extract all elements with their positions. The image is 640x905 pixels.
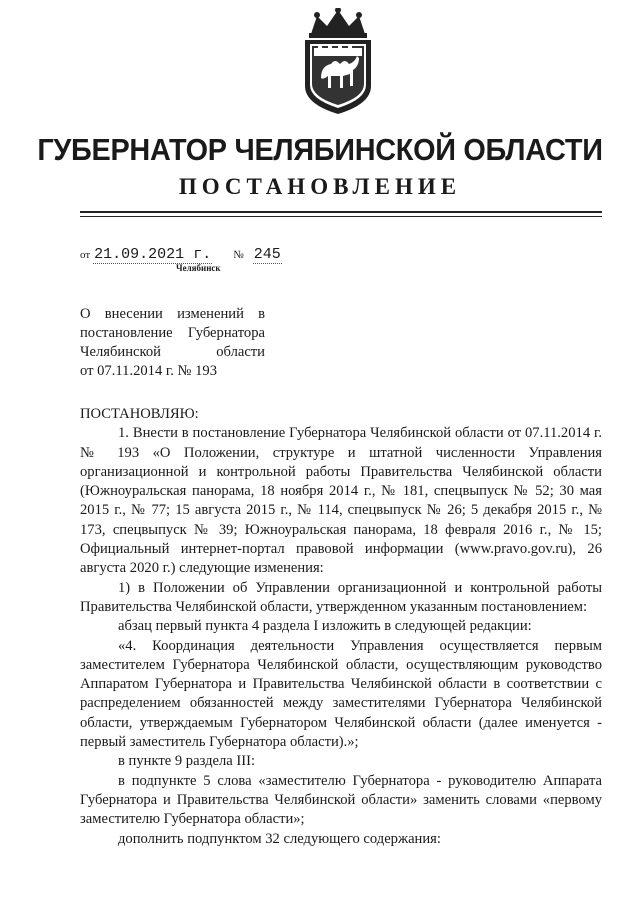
paragraph: «4. Координация деятельности Управления осуществляется первым заместителем Губернатора Челябинской области, осуществляющим руководство Аппаратом Губернатора и Правительства Челябинской области в соответствии с распределением обязанностей между заместителями Губернатора Челябинской области, утверждаемым Губернатором Челябинской области (далее именуется - первый заместитель Губернатора области).»;: [80, 637, 602, 751]
header-rule-thin: [80, 216, 602, 217]
paragraph: дополнить подпунктом 32 следующего содержания:: [118, 830, 441, 847]
document-body: [80, 405, 602, 849]
city-label: Челябинск: [176, 263, 221, 273]
document-subject: [80, 305, 265, 381]
paragraph: в подпункте 5 слова «заместителю Губернатора - руководителю Аппарата Губернатора и Правительства Челябинской области» заменить словами «первому заместителю Губернатора области»;: [80, 772, 602, 828]
subject-line: Челябинской области: [80, 344, 265, 360]
organization-title: ГУБЕРНАТОР ЧЕЛЯБИНСКОЙ ОБЛАСТИ: [37, 132, 603, 167]
subject-line: от 07.11.2014 г. № 193: [80, 363, 218, 379]
paragraph: в пункте 9 раздела III:: [118, 753, 256, 770]
subject-line: О внесении изменений в: [80, 306, 265, 322]
number-label: №: [233, 249, 244, 261]
paragraph: 1) в Положении об Управлении организационной и контрольной работы Правительства Челябинской области, утвержденном указанным постановлением:: [80, 579, 602, 615]
coat-of-arms-icon: [297, 8, 379, 116]
document-date: 21.09.2021 г.: [94, 246, 212, 263]
header-rule-thick: [80, 211, 602, 213]
paragraph: абзац первый пункта 4 раздела I изложить в следующей редакции:: [118, 618, 532, 635]
date-number-row: [80, 246, 282, 263]
paragraph: 1. Внести в постановление Губернатора Челябинской области от 07.11.2014 г. № 193 «О Положении, структуре и штатной численности Управления организационной и контрольной работы Правительства Челябинской области (Южноуральская панорама, 18 ноября 2014 г., № 181, спецвыпуск № 52; 30 мая 2015 г., № 77; 15 августа 2015 г., № 114, спецвыпуск № 26; 5 декабря 2015 г., № 173, спецвыпуск № 39; Южноуральская панорама, 18 февраля 2016 г., № 15; Официальный интернет-портал правовой информации (www.pravo.gov.ru), 26 августа 2020 г.) следующие изменения:: [80, 425, 602, 577]
document-type: ПОСТАНОВЛЕНИЕ: [178, 174, 462, 199]
document-number: 245: [253, 246, 281, 263]
subject-line: постановление Губернатора: [80, 325, 265, 341]
body-heading: ПОСТАНОВЛЯЮ:: [80, 406, 199, 422]
date-prefix: от: [80, 249, 91, 261]
